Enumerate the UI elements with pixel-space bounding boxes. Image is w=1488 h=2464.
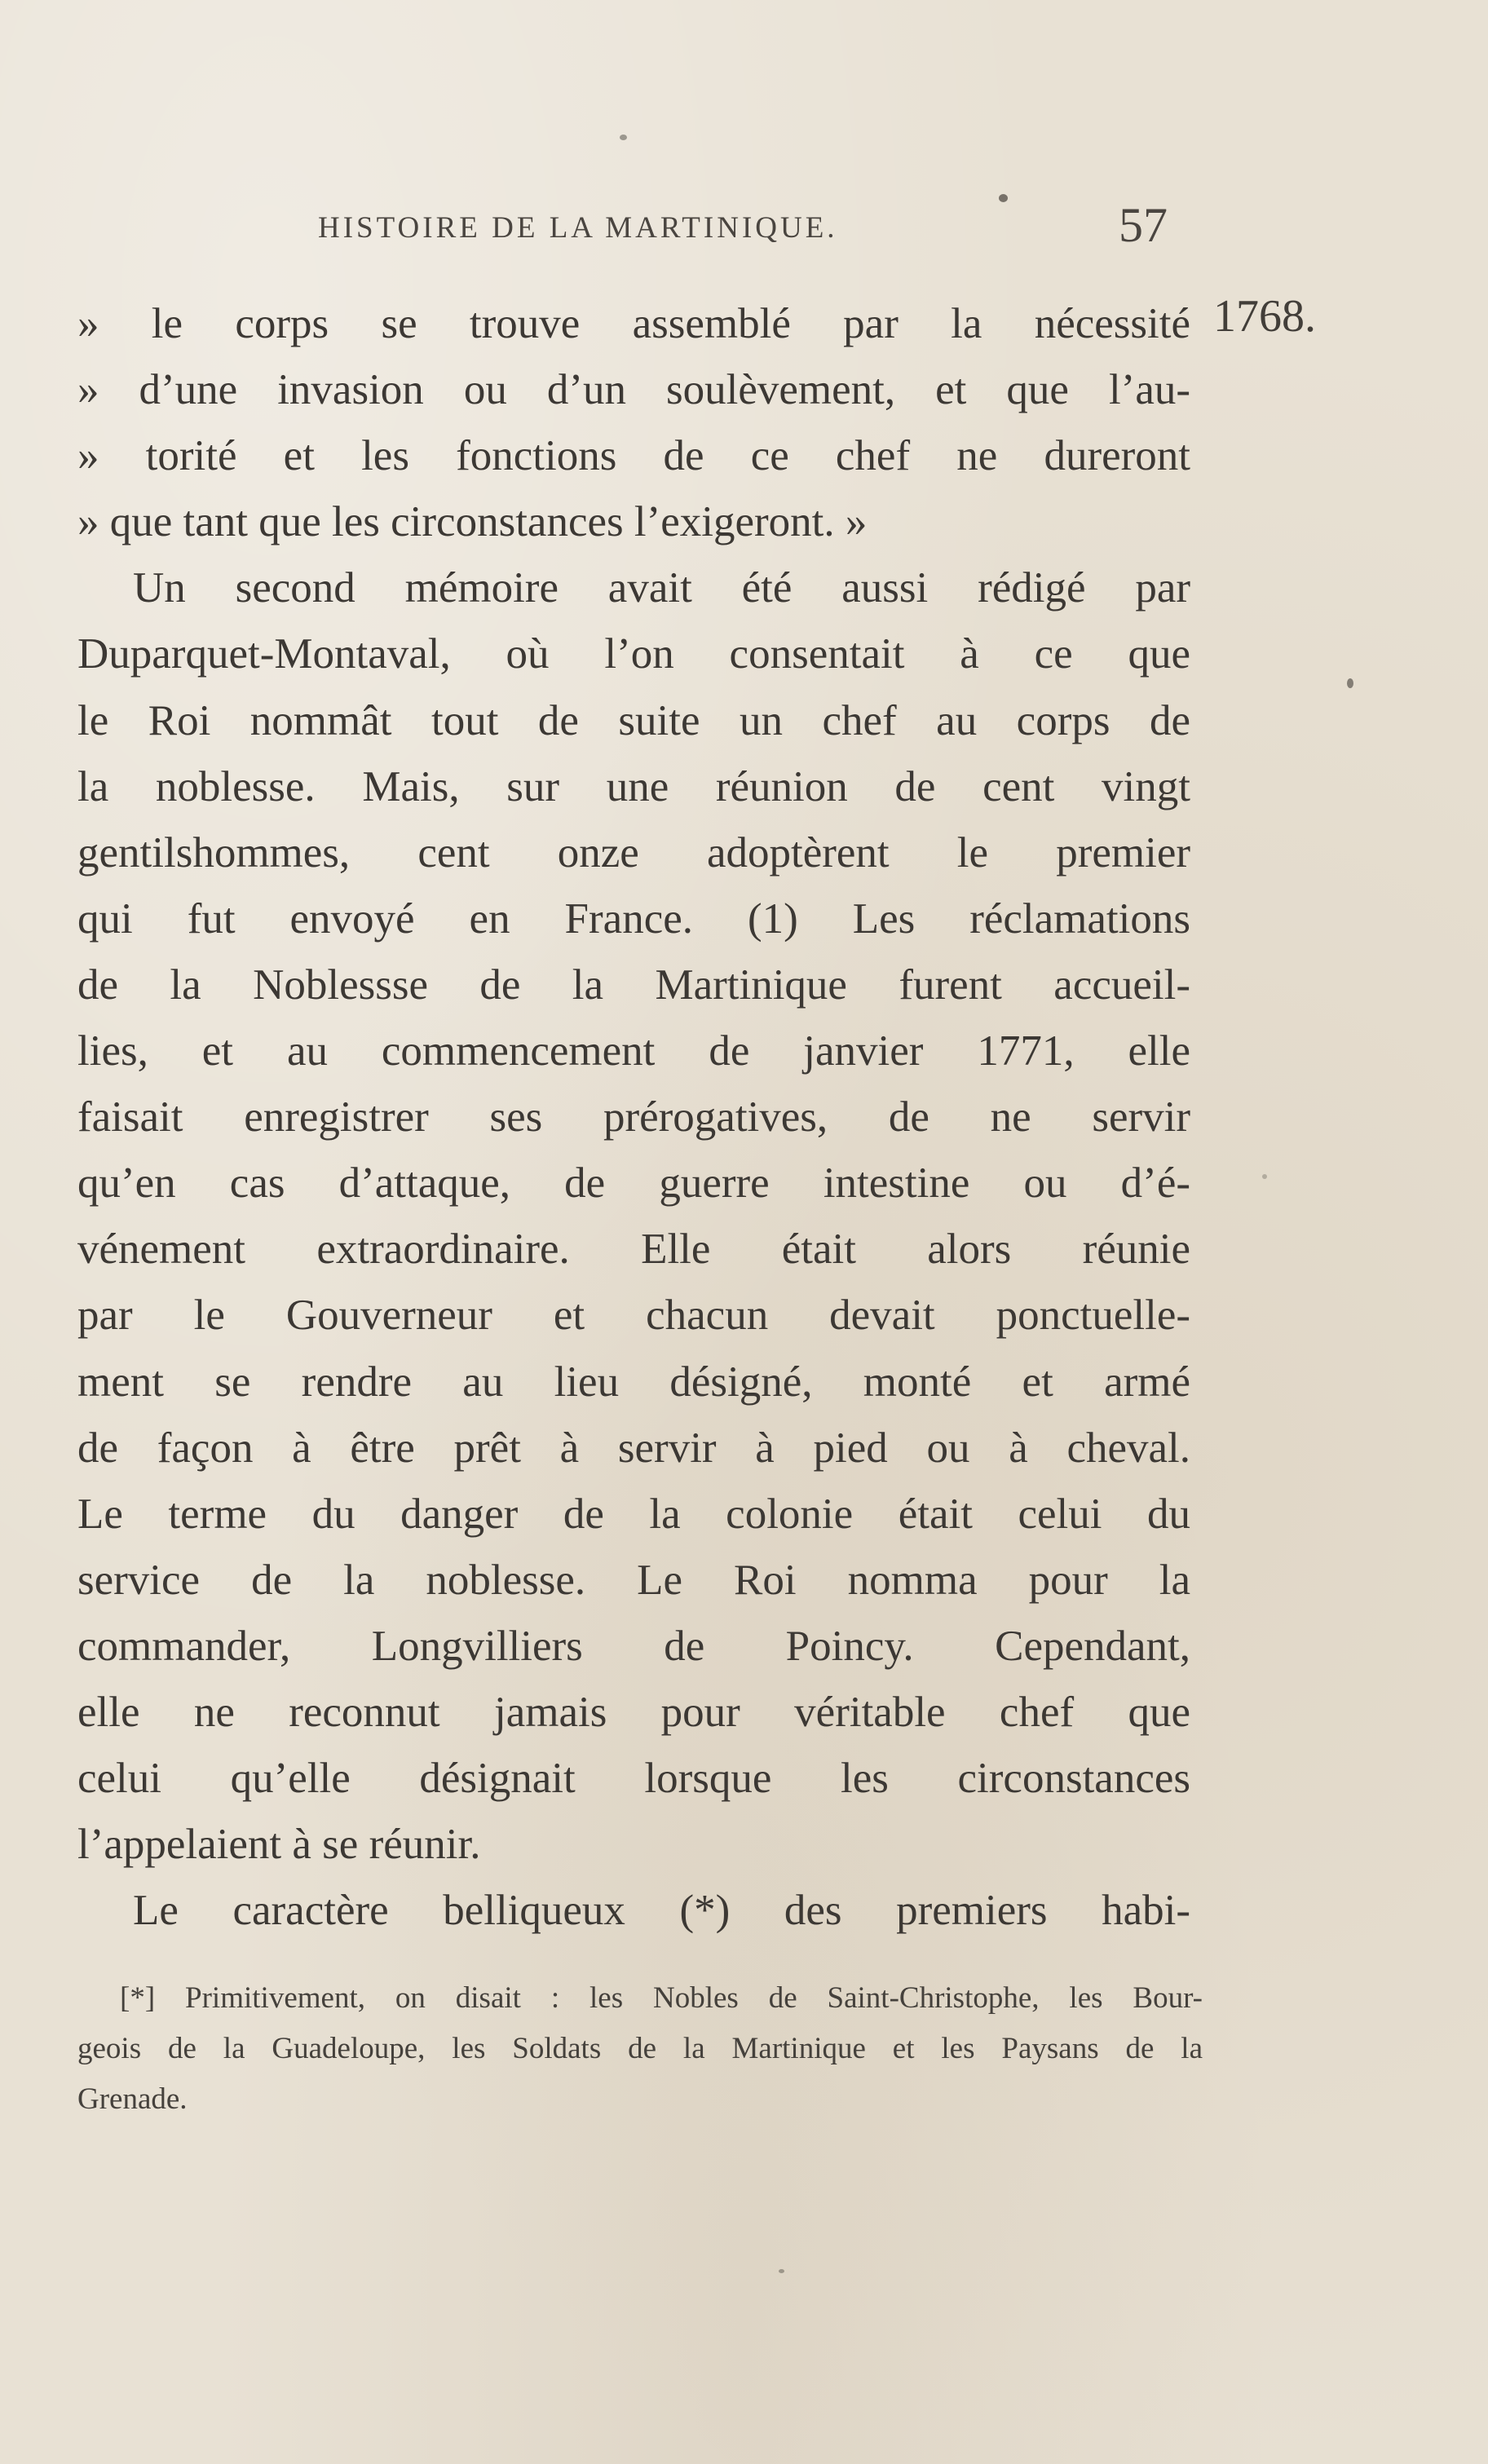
text-line: elle ne reconnut jamais pour véritable chef que xyxy=(77,1688,1190,1736)
text-line: vénement extraordinaire. Elle était alors réunie xyxy=(77,1225,1190,1274)
paper-speck xyxy=(1262,1174,1267,1179)
page-header xyxy=(0,198,1488,261)
text-line: Duparquet-Montaval, où l’on consentait à ce que xyxy=(77,630,1190,678)
text-line: qu’en cas d’attaque, de guerre intestine ou d’é- xyxy=(77,1159,1190,1208)
footnote-line: geois de la Guadeloupe, les Soldats de la Martinique et les Paysans de la xyxy=(77,2032,1203,2065)
text-line: lies, et au commencement de janvier 1771, elle xyxy=(77,1027,1190,1075)
text-line: faisait enregistrer ses prérogatives, de ne servir xyxy=(77,1093,1190,1141)
text-line: qui fut envoyé en France. (1) Les réclamations xyxy=(77,894,1190,943)
running-title: HISTOIRE DE LA MARTINIQUE. xyxy=(318,211,838,245)
text-line: Le caractère belliqueux (*) des premiers habi- xyxy=(133,1887,1190,1935)
text-line: par le Gouverneur et chacun devait ponctuelle- xyxy=(77,1292,1190,1340)
text-line: » d’une invasion ou d’un soulèvement, et que l’au- xyxy=(77,366,1190,414)
text-line: » que tant que les circonstances l’exigeront. » xyxy=(77,498,868,546)
footnote-line: Grenade. xyxy=(77,2082,188,2116)
text-line: de la Noblessse de la Martinique furent accueil- xyxy=(77,960,1190,1009)
text-line: Un second mémoire avait été aussi rédigé par xyxy=(133,564,1190,612)
text-line: service de la noblesse. Le Roi nomma pour la xyxy=(77,1556,1190,1604)
text-line: » torité et les fonctions de ce chef ne dureront xyxy=(77,432,1190,480)
text-line: ment se rendre au lieu désigné, monté et armé xyxy=(77,1358,1190,1406)
text-line: » le corps se trouve assemblé par la nécessité xyxy=(77,300,1190,347)
text-line: celui qu’elle désignait lorsque les circonstances xyxy=(77,1755,1190,1803)
paper-speck xyxy=(779,2269,784,2273)
text-line: de façon à être prêt à servir à pied ou à cheval. xyxy=(77,1424,1190,1472)
paper-speck xyxy=(999,194,1008,202)
footnote-line: [*] Primitivement, on disait : les Nobles de Saint-Christophe, les Bour- xyxy=(120,1981,1203,2015)
paper-speck xyxy=(620,135,627,140)
text-line: l’appelaient à se réunir. xyxy=(77,1821,481,1869)
text-line: la noblesse. Mais, sur une réunion de cent vingt xyxy=(77,762,1190,810)
page-number: 57 xyxy=(1119,198,1168,252)
text-line: Le terme du danger de la colonie était celui du xyxy=(77,1490,1190,1538)
text-line: gentilshommes, cent onze adoptèrent le premier xyxy=(77,828,1190,877)
margin-year-note: 1768. xyxy=(1213,291,1316,342)
text-line: le Roi nommât tout de suite un chef au corps de xyxy=(77,696,1190,744)
paper-speck xyxy=(1347,678,1353,688)
text-line: commander, Longvilliers de Poincy. Cependant, xyxy=(77,1622,1190,1670)
footnote xyxy=(77,1973,1203,2125)
body-text xyxy=(77,291,1190,1944)
